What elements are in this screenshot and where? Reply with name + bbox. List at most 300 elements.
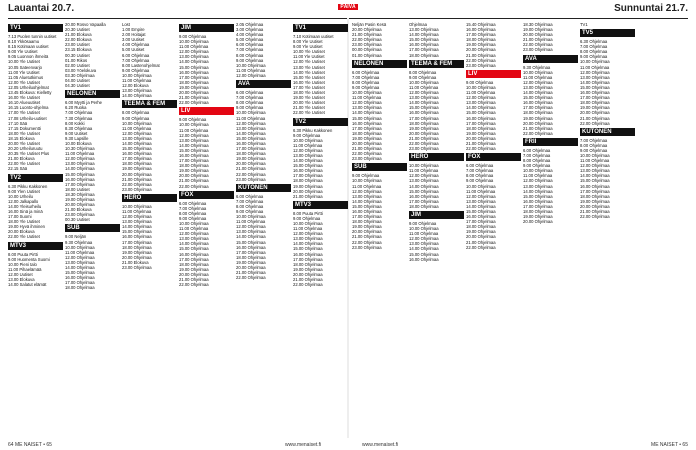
program-listing: 10.00 Ohjelmaa xyxy=(122,72,152,78)
channel-header: FRII xyxy=(523,138,578,146)
program-listing: 22.00 Ohjelmaa xyxy=(293,282,323,288)
program-listing: 9.00 Ohjelmaa xyxy=(179,34,207,39)
program-listing: 14.00 Ohjelmaa xyxy=(580,173,610,179)
program-listing: 7.00 Ohjelmaa xyxy=(65,110,93,116)
program-listing: 17.10 Sää xyxy=(8,120,28,126)
program-listing: 11.00 Ohjelmaa xyxy=(409,168,439,174)
program-listing: 23.00 Ohjelmaa xyxy=(65,212,95,218)
program-listing: 15.00 Ohjelmaa xyxy=(352,203,382,209)
program-listing: 7.10 Kotimaan uutiset xyxy=(293,34,334,39)
program-listing: 14.00 Yle Uutiset xyxy=(293,69,325,75)
program-listing: 8.00 Ohjelmaa xyxy=(409,69,437,75)
program-listing: 19.00 Ohjelmaa xyxy=(523,214,553,220)
program-listing: 18.30 Ohjelmaa xyxy=(523,22,553,27)
program-listing: 11.00 Ohjelmaa xyxy=(236,115,266,121)
program-listing: 14.00 Ohjelmaa xyxy=(523,188,553,194)
program-listing: 14.00 Ohjelmaa xyxy=(466,203,496,209)
program-listing: 3.00 Uutiset xyxy=(122,37,145,43)
program-listing: 9.30 Lapsille xyxy=(65,135,89,141)
program-listing: 9.00 Yle Uutiset xyxy=(8,49,38,55)
listing-column xyxy=(409,22,464,432)
program-listing: 21.00 Ohjelmaa xyxy=(293,193,323,199)
program-listing: 14.00 Yleisurheilu xyxy=(8,203,42,209)
header-badge-area xyxy=(300,4,396,10)
channel-header: NELONEN xyxy=(65,90,120,98)
listing-column xyxy=(580,22,635,432)
program-listing: 14.00 Ohjelmaa xyxy=(122,140,152,146)
program-listing: 12.00 Ohjelmaa xyxy=(409,173,439,179)
program-listing: 14.00 Ohjelmaa xyxy=(236,130,266,136)
program-listing: 2.00 Hoitajat xyxy=(122,32,146,38)
channel-header: JIM xyxy=(409,211,464,219)
program-listing: 11.00 Ohjelmaa xyxy=(523,74,553,80)
program-listing: 20.00 Ohjelmaa xyxy=(466,234,496,240)
program-listing: 8.00 Ohjelmaa xyxy=(122,110,150,116)
program-listing: 9.00 Ohjelmaa xyxy=(466,79,494,85)
program-listing: 21.00 Ohjelmaa xyxy=(293,277,323,283)
program-listing: 20.30 Uutiset xyxy=(65,27,90,33)
program-listing: 21.00 Ohjelmaa xyxy=(352,234,382,240)
program-listing: 11.00 Ohjelmaa xyxy=(409,231,439,237)
program-listing: 14.00 Ohjelmaa xyxy=(122,224,152,230)
left-page-title: Lauantai 20.7. xyxy=(8,3,75,14)
program-listing: 21.00 Ohjelmaa xyxy=(352,146,382,152)
program-listing: 11.00 Ohjelmaa xyxy=(523,173,553,179)
program-listing: 18.00 Ohjelmaa xyxy=(523,110,553,116)
program-listing: 7.00 Ohjelmaa xyxy=(179,205,207,211)
program-listing: 16.00 Ohjelmaa xyxy=(236,140,266,146)
program-listing: 6.00 Ohjelmaa xyxy=(523,147,551,153)
program-listing: 12.00 Uutiset xyxy=(8,271,33,277)
program-listing: 9.00 Ohjelmaa xyxy=(523,163,551,169)
program-listing: 9.00 Ohjelmaa xyxy=(293,132,321,138)
program-listing: 9.00 Ohjelmaa xyxy=(409,221,437,226)
program-listing: 8.00 Puuta Pirtti xyxy=(8,251,38,257)
program-listing: 15.00 Ohjelmaa xyxy=(580,178,610,184)
program-listing: 11.00 Ohjelmaa xyxy=(179,127,209,133)
program-listing: 18.00 Ohjelmaa xyxy=(409,120,439,126)
program-listing: 10.00 Pieni talo xyxy=(8,261,37,267)
program-listing: 15.40 Ohjelmaa xyxy=(466,22,496,27)
program-listing: 19.00 Yle Uutiset xyxy=(293,95,325,101)
program-listing: 23.00 Ohjelmaa xyxy=(409,146,439,152)
program-listing: 3.00 Ohjelmaa xyxy=(236,27,264,33)
program-listing: 18.00 Ohjelmaa xyxy=(580,100,610,106)
program-listing: 14.00 Ohjelmaa xyxy=(352,110,382,116)
program-listing: 16.00 Ohjelmaa xyxy=(409,256,439,262)
program-listing: 14.00 Ohjelmaa xyxy=(293,158,323,164)
program-listing: 19.00 Ohjelmaa xyxy=(523,115,553,121)
program-listing: 17.00 Ohjelmaa xyxy=(179,158,209,164)
program-listing: 12.00 Ohjelmaa xyxy=(523,79,553,85)
program-listing: 20.00 Ohjelmaa xyxy=(236,265,266,271)
program-listing: 10.00 Ohjelmaa xyxy=(236,214,266,220)
program-listing: 9.00 Ohjelmaa xyxy=(352,84,380,90)
program-listing: 20.00 Ohjelmaa xyxy=(293,188,323,194)
listing-column xyxy=(8,22,63,432)
program-listing: 15.00 Ohjelmaa xyxy=(352,115,382,121)
program-listing: 9.00 Ohjelmaa xyxy=(122,115,150,121)
program-listing: 21.00 Ohjelmaa xyxy=(466,239,496,245)
program-listing: 20.00 Ohjelmaa xyxy=(179,271,209,277)
program-listing: 6.30 Pikku Kakkonen xyxy=(293,127,333,133)
program-listing: 17.00 Ohjelmaa xyxy=(466,219,496,225)
program-listing: 11.00 Ohjelmaa xyxy=(352,183,382,189)
program-listing: 22.00 Ohjelmaa xyxy=(466,244,496,250)
program-listing: 20.00 Ohjelmaa xyxy=(65,202,95,208)
program-listing: 13.00 Elokuva xyxy=(8,277,35,283)
program-listing: 14.00 Ohjelmaa xyxy=(179,241,209,247)
program-listing: 8.10 Ykkösaamu xyxy=(8,39,40,45)
program-listing: 17.00 Ohjelmaa xyxy=(65,181,95,187)
program-listing: 14.00 Ohjelmaa xyxy=(580,79,610,85)
program-listing: 22.00 Elokuva xyxy=(65,37,92,43)
channel-header: KUTONEN xyxy=(236,184,291,192)
program-listing: 11.00 Ohjelmaa xyxy=(580,64,610,70)
program-listing: 12.00 Ohjelmaa xyxy=(179,231,209,237)
program-listing: 01.00 Ohjelmaa xyxy=(352,52,382,58)
channel-header: TV2 xyxy=(8,174,63,182)
program-listing: 7.30 Ohjelmaa xyxy=(65,115,93,121)
program-listing: 17.00 Ohjelmaa xyxy=(236,146,266,152)
channel-header: LIV xyxy=(179,107,234,115)
program-listing: 16.00 Ohjelmaa xyxy=(580,183,610,189)
program-listing: 17.00 Ohjelmaa xyxy=(523,203,553,209)
program-listing: 6.00 Ohjelmaa xyxy=(179,200,207,206)
program-listing: 8.00 Ohjelmaa xyxy=(179,210,207,216)
channel-header: KUTONEN xyxy=(580,128,635,136)
program-listing: 12.00 Yle Uutiset xyxy=(8,79,40,85)
program-listing: 22.00 Ohjelmaa xyxy=(122,181,152,187)
program-listing: 12.00 Ohjelmaa xyxy=(580,69,610,75)
program-listing: 17.00 Yle Uutiset xyxy=(293,84,325,90)
program-listing: 18.00 Ohjelmaa xyxy=(179,79,209,85)
program-listing: 23.00 Ohjelmaa xyxy=(523,47,553,53)
program-listing: TV1 xyxy=(580,22,588,27)
program-listing: 12.00 Ohjelmaa xyxy=(293,231,323,237)
program-listing: 12.00 Ohjelmaa xyxy=(122,214,152,220)
program-listing: 23.00 Ohjelmaa xyxy=(352,156,382,162)
program-listing: 20.00 Ohjelmaa xyxy=(523,32,553,38)
program-listing: 16.00 Ohjelmaa xyxy=(466,27,496,33)
program-listing: 16.00 Yle Uutiset xyxy=(8,95,40,101)
program-listing: 11.00 Ohjelmaa xyxy=(122,78,152,84)
program-listing: 21.00 Elokuva xyxy=(8,156,35,162)
program-listing: 13.00 Ohjelmaa xyxy=(580,168,610,174)
program-listing: 12.00 Ohjelmaa xyxy=(580,163,610,169)
program-listing: 17.00 Suomi xyxy=(8,214,32,220)
program-listing: 2.05 Ohjelmaa xyxy=(236,22,264,27)
program-listing: 18.00 Ohjelmaa xyxy=(122,161,152,167)
program-listing: 10.00 Ohjelmaa xyxy=(236,62,266,68)
program-listing: 04.00 Uutiset xyxy=(65,78,90,84)
program-listing: 14.00 Ohjelmaa xyxy=(179,142,209,148)
program-listing: 00.00 Ohjelmaa xyxy=(352,47,382,53)
program-listing: 9.00 Neljän xyxy=(65,234,87,240)
program-listing: 9.00 Ohjelmaa xyxy=(293,215,321,221)
program-listing: 16.00 Ohjelmaa xyxy=(409,193,439,199)
program-listing: 20.00 Ohjelmaa xyxy=(523,120,553,126)
program-listing: 23.00 Uutiset xyxy=(65,42,90,48)
program-listing: 9.00 Ohjelmaa xyxy=(409,74,437,80)
program-listing: 14.00 Salatut elämät xyxy=(8,282,47,288)
program-listing: 12.05 Urheiluohjelmat xyxy=(8,84,49,90)
channel-header: TEEMA & FEM xyxy=(122,100,177,108)
program-listing: 01.00 Rikos xyxy=(65,57,88,63)
program-listing: 13.00 Ohjelmaa xyxy=(122,88,152,94)
program-listing: 20.35 Yle Uutiset Plus xyxy=(8,151,50,157)
program-listing: 11.00 Ohjelmaa xyxy=(580,158,610,164)
program-listing: 6.00 Ohjelmaa xyxy=(122,52,150,58)
program-listing: 20.00 Ohjelmaa xyxy=(580,203,610,209)
program-listing: 18.00 Ohjelmaa xyxy=(179,163,209,169)
program-listing: 6.00 Ohjelmaa xyxy=(236,42,264,48)
program-listing: 13.00 Ohjelmaa xyxy=(122,219,152,225)
program-listing: 23.00 Ohjelmaa xyxy=(236,176,266,182)
program-listing: 21.00 Ohjelmaa xyxy=(580,115,610,121)
program-listing: 11.00 Ohjelmaa xyxy=(466,188,496,194)
program-listing: 12.00 Elokuva xyxy=(122,83,149,89)
program-listing: 20.00 Ohjelmaa xyxy=(466,135,496,141)
channel-header: LIV xyxy=(466,70,521,78)
program-listing: 16.00 Ohjelmaa xyxy=(523,100,553,106)
program-listing: 7.00 Ohjelmaa xyxy=(580,137,608,143)
program-listing: 19.00 Ohjelmaa xyxy=(409,125,439,131)
program-listing: 13.00 Ohjelmaa xyxy=(179,236,209,242)
program-listing: 20.00 Ohjelmaa xyxy=(352,140,382,146)
program-listing: 10.05 Sateenvarjo xyxy=(8,64,42,70)
program-listing: 16.00 Ohjelmaa xyxy=(236,244,266,250)
program-listing: 20.00 Ohjelmaa xyxy=(580,110,610,116)
program-listing: 13.00 Ohjelmaa xyxy=(466,100,496,106)
program-listing: 14.00 Ohjelmaa xyxy=(293,241,323,247)
program-listing: 19.00 Ohjelmaa xyxy=(179,266,209,272)
program-listing: 18.00 Uutiset xyxy=(65,186,90,192)
program-listing: 15.00 Ohjelmaa xyxy=(65,270,95,276)
program-listing: 17.00 Ohjelmaa xyxy=(122,156,152,162)
program-listing: 14.00 Ohjelmaa xyxy=(409,32,439,38)
program-listing: 12.00 Ohjelmaa xyxy=(293,147,323,153)
program-listing: 18.00 Ohjelmaa xyxy=(466,224,496,230)
program-listing: 18.30 Ohjelmaa xyxy=(65,191,95,197)
program-listing: 16.10 Alueuutiset xyxy=(8,100,41,106)
program-listing: 9.00 Ohjelmaa xyxy=(236,105,264,111)
footer-url-right: www.menaiset.fi xyxy=(362,442,399,448)
program-listing: 11.00 Ohjelmaa xyxy=(122,125,152,131)
program-listing: 16.00 Ohjelmaa xyxy=(466,115,496,121)
program-listing: 18.00 Ohjelmaa xyxy=(293,178,323,184)
program-listing: 13.00 Ohjelmaa xyxy=(409,241,439,247)
program-listing: 19.00 Ohjelmaa xyxy=(352,224,382,230)
program-listing: 19.00 Ohjelmaa xyxy=(293,183,323,189)
program-listing: 11.05 Aluetutkimus xyxy=(8,74,44,80)
program-listing: 14.00 Ohjelmaa xyxy=(122,93,152,99)
program-listing: 20.00 Ohjelmaa xyxy=(352,27,382,33)
program-listing: 9.00 Ylen Uutiset xyxy=(8,188,40,194)
program-listing: 11.00 Ohjelmaa xyxy=(466,90,496,96)
footer-url-left: www.menaiset.fi xyxy=(285,442,322,448)
program-listing: 15.00 Ohjelmaa xyxy=(580,84,610,90)
program-listing: 16.15 Luonto-ohjelma xyxy=(8,105,49,111)
program-listing: 6.30 Ohjelmaa xyxy=(580,39,608,45)
program-listing: 12.00 Ohjelmaa xyxy=(409,90,439,96)
program-listing: 7.00 Ohjelmaa xyxy=(236,95,264,101)
program-listing: 19.00 Ohjelmaa xyxy=(293,266,323,272)
program-listing: 9.00 Ohjelmaa xyxy=(236,57,264,63)
program-listing: 11.00 Ohjelmaa xyxy=(352,95,382,101)
program-listing: Lost xyxy=(122,22,130,27)
program-listing: 17.00 Ohjelmaa xyxy=(466,120,496,126)
program-listing: 11.00 Ohjelmaa xyxy=(65,151,95,157)
program-listing: 12.00 Ohjelmaa xyxy=(466,193,496,199)
listing-column xyxy=(466,22,521,432)
program-listing: 6.20 Ruoka xyxy=(65,105,87,111)
program-listing: 00.30 Uutiset xyxy=(65,52,90,58)
program-listing: 18.00 Ohjelmaa xyxy=(352,130,382,136)
program-listing: 15.00 Ohjelmaa xyxy=(236,135,266,141)
program-listing: 23.00 Ohjelmaa xyxy=(122,265,152,271)
program-listing: 18.00 Ohjelmaa xyxy=(409,203,439,209)
program-listing: 02.00 Uutiset xyxy=(65,62,90,68)
program-listing: 13.00 Ohjelmaa xyxy=(65,161,95,167)
program-listing: 22.00 Yle Uutiset xyxy=(293,110,325,116)
channel-header: NELONEN xyxy=(352,60,407,68)
program-listing: 17.00 Ohjelmaa xyxy=(523,105,553,111)
program-listing: 15.00 Ohjelmaa xyxy=(409,188,439,194)
program-listing: 12.00 Ohjelmaa xyxy=(179,132,209,138)
program-listing: 22.00 Ohjelmaa xyxy=(179,282,209,288)
program-listing: 13.00 Ohjelmaa xyxy=(523,84,553,90)
program-listing: 14.00 Ohjelmaa xyxy=(65,265,95,271)
program-listing: 21.00 Yle Uutiset xyxy=(293,105,325,111)
program-listing: 20.00 Ohjelmaa xyxy=(179,173,209,179)
channel-header: HERO xyxy=(409,153,464,161)
listing-column xyxy=(179,22,234,432)
program-listing: 14.00 Ohjelmaa xyxy=(236,234,266,240)
program-listing: 14.00 Ohjelmaa xyxy=(65,166,95,172)
program-listing: 7.00 Ohjelmaa xyxy=(523,152,551,158)
program-listing: 17.00 Ohjelmaa xyxy=(179,74,209,80)
program-listing: 22.00 Ohjelmaa xyxy=(409,140,439,146)
program-listing: 13.00 Ohjelmaa xyxy=(179,137,209,143)
program-listing: 10.00 Ohjelmaa xyxy=(293,137,323,143)
program-listing: 21.00 Ohjelmaa xyxy=(179,178,209,184)
program-listing: 18.00 Ohjelmaa xyxy=(236,254,266,260)
program-listing: 13.00 Ohjelmaa xyxy=(352,193,382,199)
program-listing: 12.00 Ohjelmaa xyxy=(122,130,152,136)
program-listing: 16.00 Ohjelmaa xyxy=(352,120,382,126)
program-listing: 14.00 Ohjelmaa xyxy=(409,100,439,106)
channel-header: SUB xyxy=(65,224,120,232)
program-listing: 20.00 Ohjelmaa xyxy=(523,219,553,225)
program-listing: 15.00 Yle Uutiset xyxy=(293,74,325,80)
program-listing: 19.00 Ohjelmaa xyxy=(466,229,496,235)
program-listing: 10.00 Ohjelmaa xyxy=(65,244,95,250)
program-listing: 13.00 Ohjelmaa xyxy=(352,105,382,111)
program-listing: 21.00 Ohjelmaa xyxy=(352,32,382,38)
program-listing: 8.00 Ohjelmaa xyxy=(523,158,551,164)
program-listing: 22.00 Yle Uutiset xyxy=(8,161,40,167)
program-listing: 10.00 Ohjelmaa xyxy=(409,163,439,169)
listing-column xyxy=(236,22,291,432)
program-listing: 12.00 Ohjelmaa xyxy=(65,254,95,260)
program-listing: 4.00 Ohjelmaa xyxy=(122,42,150,48)
program-listing: 14.00 Ohjelmaa xyxy=(523,90,553,96)
program-listing: 22.00 Ohjelmaa xyxy=(580,214,610,220)
program-listing: 10.00 Urheilu xyxy=(8,193,33,199)
program-listing: 10.30 Ohjelmaa xyxy=(65,146,95,152)
program-listing: 16.00 Yle Uutiset xyxy=(293,79,325,85)
program-listing: 04.30 Uutiset xyxy=(65,83,90,89)
program-listing: 9.30 Ohjelmaa xyxy=(523,64,551,70)
program-listing: 10.00 Ohjelmaa xyxy=(409,226,439,232)
program-listing: 10.00 Ohjelmaa xyxy=(580,59,610,65)
program-listing: 22.00 Ohjelmaa xyxy=(580,120,610,126)
program-listing: 12.00 Ohjelmaa xyxy=(179,49,209,55)
program-listing: 9.00 Uutiset xyxy=(65,130,88,136)
program-listing: 8.00 Lastenohjelmat xyxy=(122,62,160,68)
program-listing: 9.05 Luonnon ihmeitä xyxy=(8,54,49,60)
program-listing: 12.00 Ohjelmaa xyxy=(236,224,266,230)
program-listing: 18.00 Ohjelmaa xyxy=(179,261,209,267)
program-listing: 20.00 Ohjelmaa xyxy=(179,90,209,96)
program-listing: 9.00 Ohjelmaa xyxy=(352,173,380,179)
program-listing: 19.00 Hyvä ihminen xyxy=(8,224,46,230)
program-listing: 11.00 Ohjelmaa xyxy=(409,84,439,90)
program-listing: 16.00 Ohjelmaa xyxy=(352,209,382,214)
program-listing: 13.00 Ohjelmaa xyxy=(236,229,266,235)
program-listing: 21.00 Ohjelmaa xyxy=(523,125,553,131)
program-listing: 13.00 Ohjelmaa xyxy=(580,74,610,80)
program-listing: 18.00 Ohjelmaa xyxy=(65,285,95,291)
program-listing: 9.00 Huomenta Suomi xyxy=(8,256,50,262)
program-listing: 12.00 Ohjelmaa xyxy=(236,72,266,78)
program-listing: 21.00 Elokuva xyxy=(122,259,149,265)
program-listing: 18.00 Ohjelmaa xyxy=(523,209,553,214)
program-listing: 17.00 Ohjelmaa xyxy=(580,95,610,101)
program-listing: 18.00 Yle Uutiset xyxy=(8,219,40,225)
program-listing: 20.20 Urheiluruutu xyxy=(8,146,43,152)
program-listing: 16.00 Ohjelmaa xyxy=(65,176,95,182)
program-listing: 5.00 Ohjelmaa xyxy=(236,37,264,43)
channel-header: TV5 xyxy=(580,29,635,37)
program-listing: 20.00 Ohjelmaa xyxy=(293,271,323,277)
program-listing: 17.00 Ohjelmaa xyxy=(293,256,323,262)
program-listing: 19.00 Ohjelmaa xyxy=(352,135,382,141)
program-listing: 19.00 Ohjelmaa xyxy=(523,27,553,33)
program-listing: 16.00 Ohjelmaa xyxy=(65,275,95,281)
program-listing: 21.00 Ohjelmaa xyxy=(236,166,266,172)
program-listing: 21.00 Ohjelmaa xyxy=(122,176,152,182)
program-listing: 20.00 Ohjelmaa xyxy=(122,254,152,260)
program-listing: 21.00 Elokuva xyxy=(65,207,92,213)
program-listing: 13.00 Ohjelmaa xyxy=(409,95,439,101)
program-listing: 20.00 Ohjelmaa xyxy=(466,47,496,53)
program-listing: 20.00 Ohjelmaa xyxy=(236,161,266,167)
program-listing: 12.00 Ohjelmaa xyxy=(523,178,553,184)
program-listing: 10.00 Ohjelmaa xyxy=(352,90,382,96)
channel-header: FOX xyxy=(466,153,521,161)
program-listing: 11.00 Ohjelmaa xyxy=(179,226,209,232)
program-listing: 19.00 Ohjelmaa xyxy=(122,249,152,255)
program-listing: 13.00 Ohjelmaa xyxy=(122,135,152,141)
program-listing: 17.00 Ohjelmaa xyxy=(122,239,152,245)
program-listing: 21.00 Ohjelmaa xyxy=(580,209,610,214)
program-listing: 6.00 Ohjelmaa xyxy=(466,163,494,169)
program-listing: 15.00 Ohjelmaa xyxy=(409,37,439,43)
footer-left: 64 ME NAISET • 65 xyxy=(8,442,52,448)
program-listing: Ohjelmaa xyxy=(409,22,427,27)
